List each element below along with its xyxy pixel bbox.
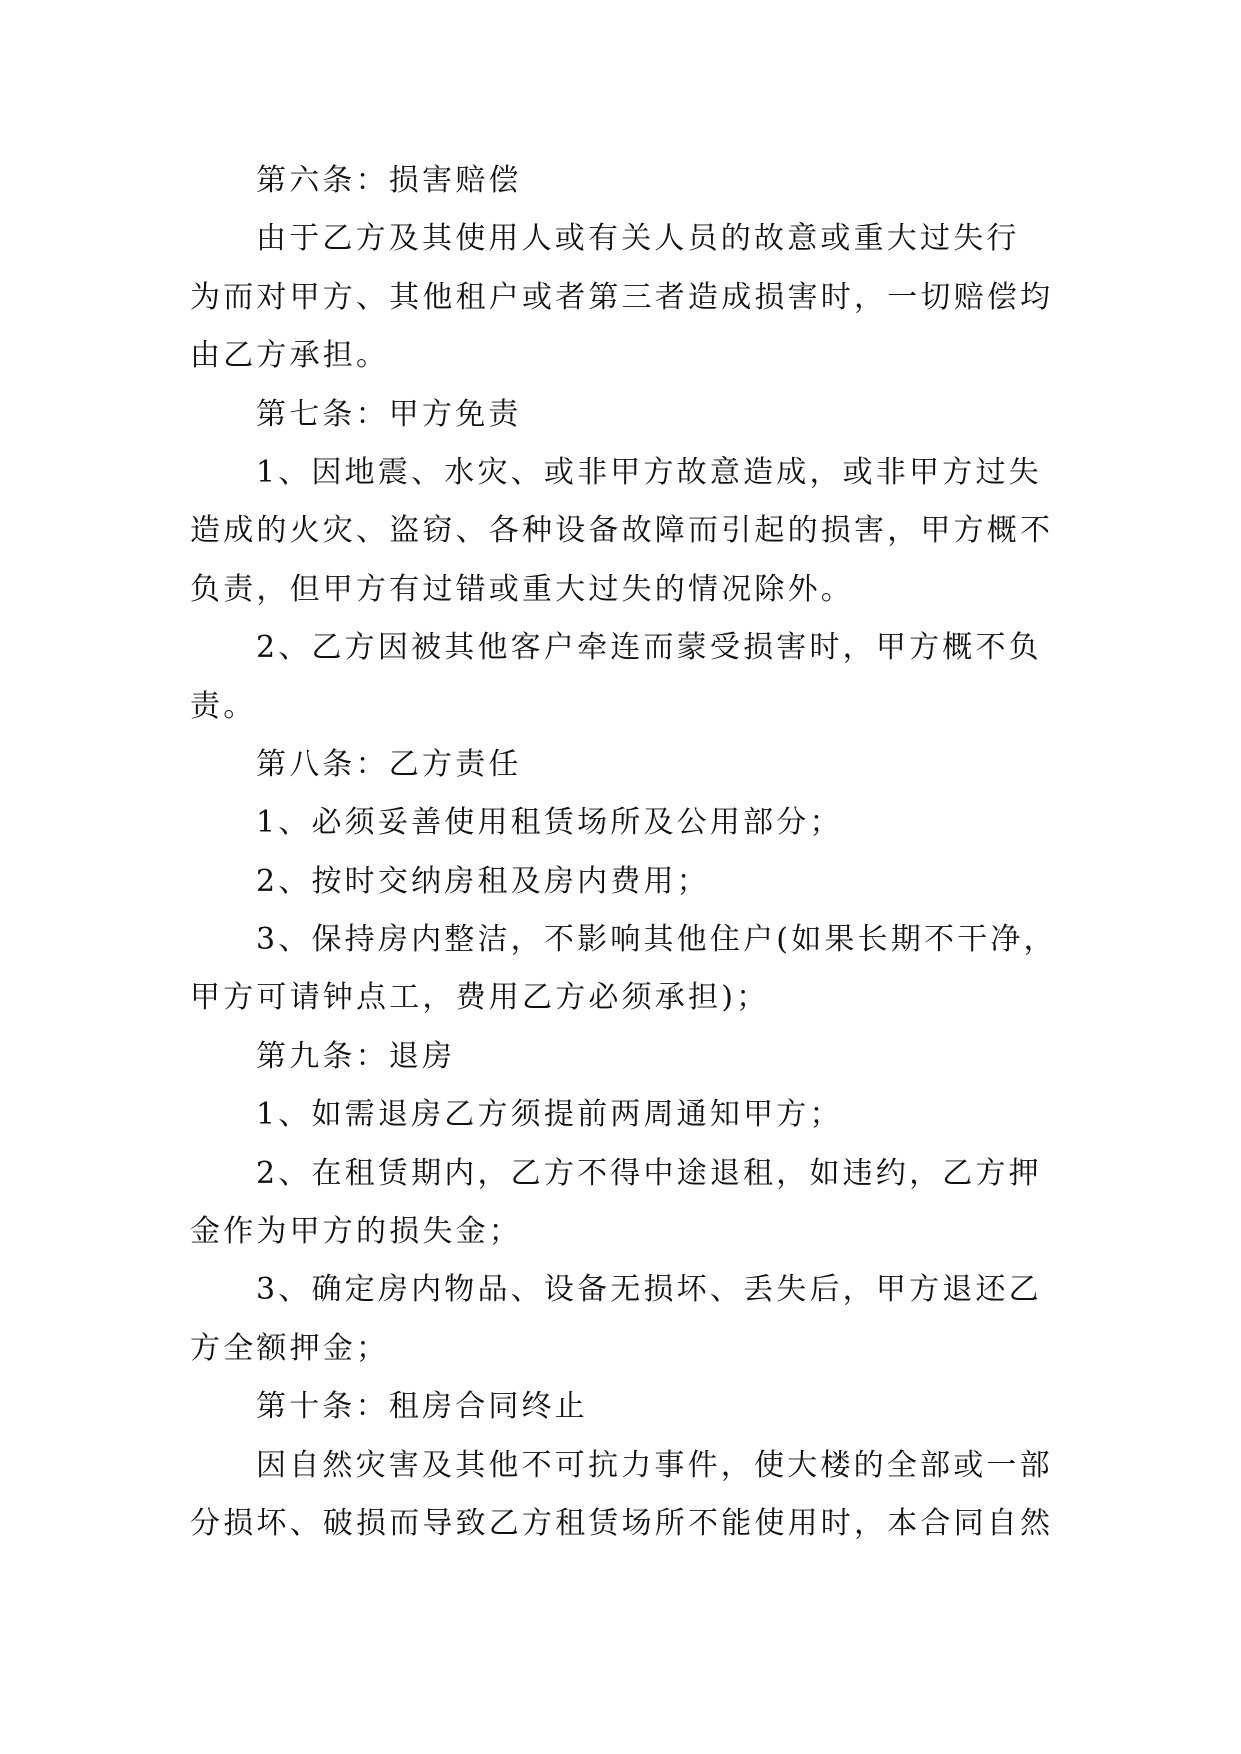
article-7-heading: 第七条：甲方免责: [256, 396, 522, 432]
paragraph-line: 责。: [190, 688, 257, 724]
paragraph-line: 1、因地震、水灾、或非甲方故意造成，或非甲方过失: [256, 454, 1042, 490]
paragraph-line: 1、如需退房乙方须提前两周通知甲方；: [256, 1097, 843, 1133]
article-9-heading: 第九条：退房: [256, 1038, 456, 1074]
paragraph-line: 分损坏、破损而导致乙方租赁场所不能使用时，本合同自然: [190, 1505, 1054, 1541]
article-10-heading: 第十条：租房合同终止: [256, 1389, 588, 1425]
paragraph-line: 2、按时交纳房租及房内费用；: [256, 863, 710, 899]
paragraph-line: 2、乙方因被其他客户牵连而蒙受损害时，甲方概不负: [256, 630, 1042, 666]
paragraph-line: 3、确定房内物品、设备无损坏、丢失后，甲方退还乙: [256, 1272, 1042, 1308]
paragraph-line: 为而对甲方、其他租户或者第三者造成损害时，一切赔偿均: [190, 279, 1054, 315]
paragraph-line: 由于乙方及其使用人或有关人员的故意或重大过失行: [256, 221, 1020, 257]
paragraph-line: 方全额押金；: [190, 1330, 390, 1366]
paragraph-line: 由乙方承担。: [190, 338, 390, 374]
article-6-heading: 第六条：损害赔偿: [256, 163, 522, 198]
document-body: [190, 152, 1057, 1553]
paragraph-line: 2、在租赁期内，乙方不得中途退租，如违约，乙方押: [256, 1155, 1042, 1191]
paragraph-line: 甲方可请钟点工，费用乙方必须承担)；: [190, 980, 770, 1016]
paragraph-line: 3、保持房内整洁，不影响其他住户(如果长期不干净，: [256, 922, 1057, 958]
paragraph-line: 金作为甲方的损失金；: [190, 1214, 522, 1250]
paragraph-line: 1、必须妥善使用租赁场所及公用部分；: [256, 805, 843, 841]
paragraph-line: 造成的火灾、盗窃、各种设备故障而引起的损害，甲方概不: [190, 513, 1054, 549]
paragraph-line: 因自然灾害及其他不可抗力事件，使大楼的全部或一部: [256, 1447, 1053, 1483]
article-8-heading: 第八条：乙方责任: [256, 746, 522, 782]
paragraph-line: 负责，但甲方有过错或重大过失的情况除外。: [190, 571, 854, 607]
